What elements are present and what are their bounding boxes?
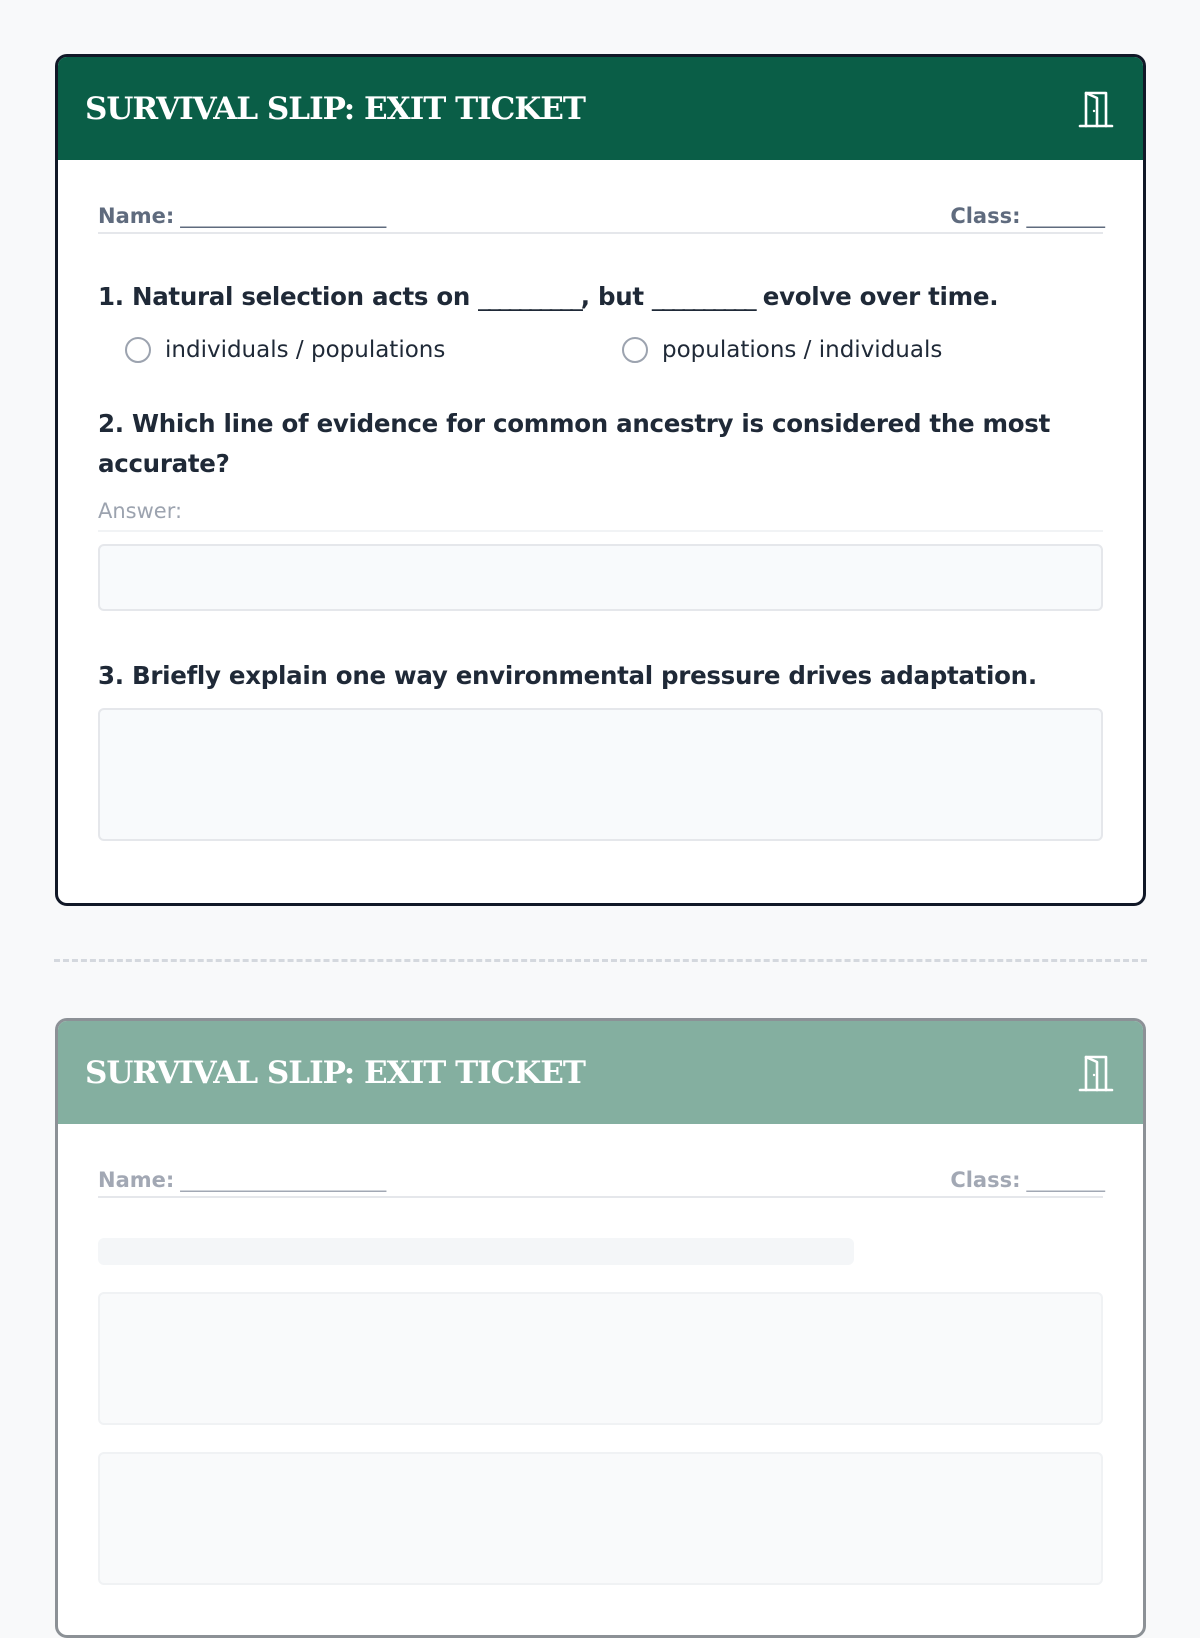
question-3-text: Briefly explain one way environmental pressure drives adaptation.: [132, 661, 1037, 690]
name-field: [98, 1168, 384, 1192]
class-blank: _________: [1026, 204, 1103, 228]
name-label: Name:: [98, 1168, 175, 1192]
question-1-blank-1: __________: [478, 282, 581, 311]
skeleton-answer-box: [98, 1452, 1103, 1585]
question-2-number: 2.: [98, 409, 124, 438]
question-2-answer-input[interactable]: [98, 544, 1103, 611]
radio-button[interactable]: [125, 337, 151, 363]
student-info-row: [98, 1164, 1103, 1198]
door-exit-icon: [1077, 89, 1115, 129]
question-1-number: 1.: [98, 282, 124, 311]
ticket-body: [58, 1124, 1143, 1585]
ticket-title: SURVIVAL SLIP: EXIT TICKET: [85, 90, 585, 127]
option-label: populations / individuals: [662, 337, 943, 363]
class-label: Class:: [950, 1168, 1021, 1192]
option-individuals-populations[interactable]: [125, 337, 622, 363]
question-1-text-after: evolve over time.: [762, 282, 999, 311]
ticket-body: [58, 160, 1143, 841]
class-label: Class:: [950, 204, 1021, 228]
question-2-text: Which line of evidence for common ancestry is considered the most accurate?: [98, 409, 1050, 478]
class-blank: _________: [1026, 1168, 1103, 1192]
question-1-blank-2: __________: [652, 282, 755, 311]
ticket-title: SURVIVAL SLIP: EXIT TICKET: [85, 1054, 585, 1091]
question-1-text-middle: , but: [580, 282, 644, 311]
question-3-answer-textarea[interactable]: [98, 708, 1103, 841]
name-field[interactable]: [98, 204, 384, 228]
question-1: [98, 277, 1103, 317]
name-label: Name:: [98, 204, 175, 228]
question-1-text-before: Natural selection acts on: [132, 282, 471, 311]
option-label: individuals / populations: [165, 337, 446, 363]
student-info-row: [98, 200, 1103, 234]
radio-button[interactable]: [622, 337, 648, 363]
exit-ticket-card: [55, 54, 1146, 906]
exit-ticket-card-placeholder: [55, 1018, 1146, 1638]
question-2: [98, 404, 1103, 484]
question-3: [98, 656, 1103, 696]
name-blank: ________________________: [180, 204, 385, 228]
ticket-header: [58, 1021, 1143, 1124]
option-populations-individuals[interactable]: [622, 337, 942, 363]
skeleton-answer-box: [98, 1292, 1103, 1425]
class-field[interactable]: [950, 204, 1103, 228]
question-1-options: [98, 333, 1103, 367]
class-field: [950, 1168, 1103, 1192]
ticket-header: [58, 57, 1143, 160]
question-3-number: 3.: [98, 661, 124, 690]
name-blank: ________________________: [180, 1168, 385, 1192]
cut-line-divider: [54, 959, 1147, 962]
door-exit-icon: [1077, 1053, 1115, 1093]
answer-label: Answer:: [98, 499, 1103, 532]
skeleton-question-line: [98, 1238, 854, 1265]
